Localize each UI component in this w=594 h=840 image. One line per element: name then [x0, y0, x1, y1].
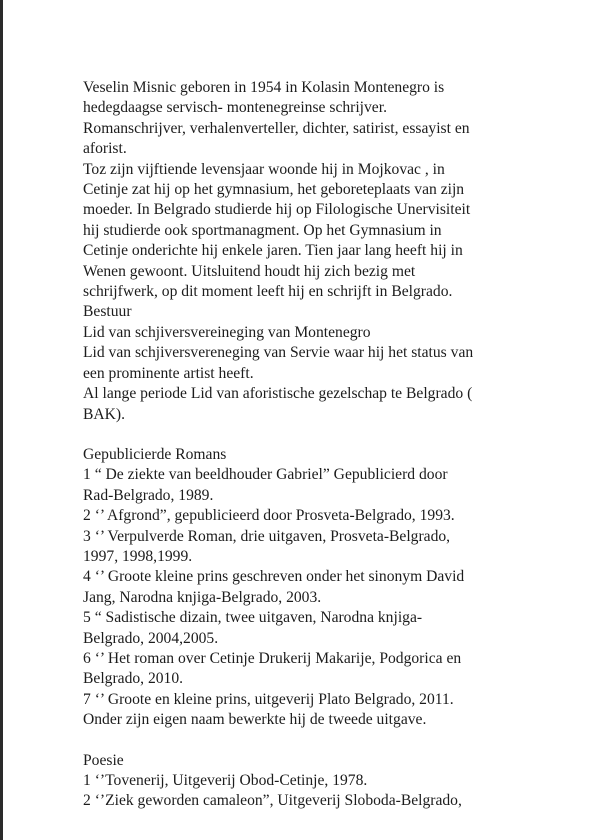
romans-section	[83, 445, 543, 731]
list-item: Jang, Narodna knjiga-Belgrado, 2003.	[83, 588, 322, 606]
text-line: schrijfwerk, op dit moment leeft hij en schrijft in Belgrado.	[83, 283, 453, 301]
poesie-section	[83, 751, 543, 812]
text-line: hij studierde ook sportmanagment. Op het Gymnasium in	[83, 221, 442, 239]
list-item: Belgrado, 2010.	[83, 670, 184, 688]
list-item: Onder zijn eigen naam bewerkte hij de tweede uitgave.	[83, 711, 427, 729]
list-item: Rad-Belgrado, 1989.	[83, 486, 214, 504]
list-item: 2 ‘’Ziek geworden camaleon”, Uitgeverij Sloboda-Belgrado,	[83, 792, 462, 810]
scan-edge	[0, 0, 3, 840]
paragraph-gap	[83, 425, 543, 445]
paragraph-gap	[83, 731, 543, 751]
list-item: 7 ‘’ Groote en kleine prins, uitgeverij Plato Belgrado, 2011.	[83, 690, 454, 708]
text-line: Al lange periode Lid van aforistische gezelschap te Belgrado (	[83, 385, 473, 403]
list-item: 1 “ De ziekte van beeldhouder Gabriel” Gepublicierd door	[83, 466, 448, 484]
text-line: Lid van schjiversvereineging van Montenegro	[83, 323, 371, 341]
text-line: aforist.	[83, 140, 127, 158]
text-line: Lid van schjiversvereneging van Servie waar hij het status van	[83, 344, 474, 362]
text-line: hedegdaagse servisch- montenegreinse schrijver.	[83, 99, 387, 117]
text-line: Veselin Misnic geboren in 1954 in Kolasin Montenegro is	[83, 79, 445, 96]
document-page	[83, 78, 543, 812]
list-item: 4 ‘’ Groote kleine prins geschreven onder het sinonym David	[83, 568, 465, 586]
text-line: moeder. In Belgrado studierde hij op Filologische Unervisiteit	[83, 201, 471, 219]
text-line: Toz zijn vijftiende levensjaar woonde hij in Mojkovac , in	[83, 160, 445, 178]
text-line: Cetinje onderichte hij enkele jaren. Tien jaar lang heeft hij in	[83, 242, 463, 260]
list-item: 1 ‘’Tovenerij, Uitgeverij Obod-Cetinje, 1978.	[83, 772, 368, 789]
text-line: BAK).	[83, 405, 126, 423]
text-line: Romanschrijver, verhalenverteller, dichter, satirist, essayist en	[83, 119, 470, 137]
text-line: een prominente artist heeft.	[83, 364, 254, 382]
section-heading-romans: Gepublicierde Romans	[83, 445, 227, 463]
list-item: 3 ‘’ Verpulverde Roman, drie uitgaven, Prosveta-Belgrado,	[83, 527, 451, 545]
text-line: Cetinje zat hij op het gymnasium, het geboreteplaats van zijn	[83, 181, 465, 199]
list-item: 5 “ Sadistische dizain, twee uitgaven, Narodna knjiga-	[83, 609, 423, 627]
list-item: 2 ‘’ Afgrond”, gepublicieerd door Prosveta-Belgrado, 1993.	[83, 507, 455, 525]
list-item: 1997, 1998,1999.	[83, 547, 193, 565]
section-heading-bestuur: Bestuur	[83, 303, 132, 321]
section-heading-poesie: Poesie	[83, 751, 124, 769]
list-item: 6 ‘’ Het roman over Cetinje Drukerij Makarije, Podgorica en	[83, 649, 462, 667]
text-line: Wenen gewoont. Uitsluitend houdt hij zich bezig met	[83, 262, 416, 280]
list-item: Belgrado, 2004,2005.	[83, 629, 219, 647]
biography-section	[83, 78, 543, 425]
